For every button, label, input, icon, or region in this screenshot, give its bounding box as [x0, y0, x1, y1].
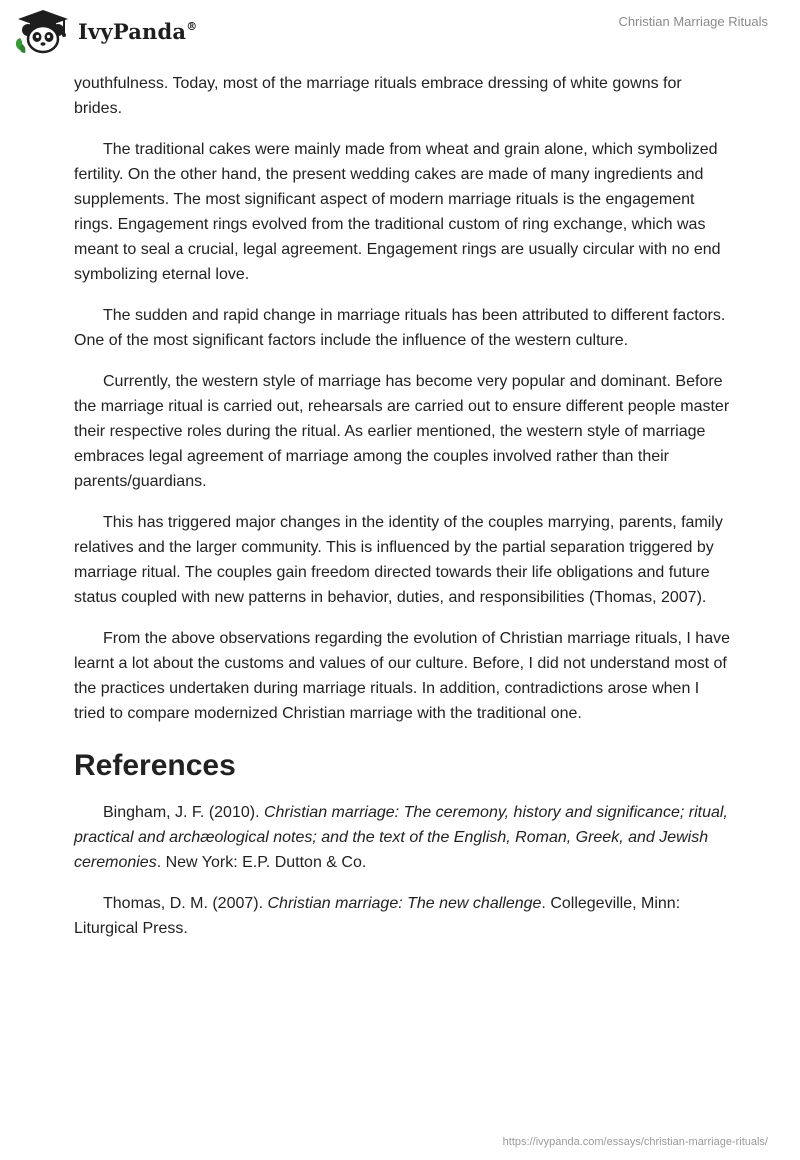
reference-item [74, 800, 734, 875]
source-url[interactable]: https://ivypanda.com/essays/christian-marriage-rituals/ [502, 1136, 768, 1148]
page-header [0, 0, 800, 64]
paragraph: The traditional cakes were mainly made from wheat and grain alone, which symbolized fertility. On the other hand, the present wedding cakes are made of many ingredients and supplements. The most significant aspect of modern marriage rituals is the engagement rings. Engagement rings evolved from the traditional custom of ring exchange, which was meant to seal a crucial, legal agreement. Engagement rings are usually circular with no end symbolizing eternal love. [74, 141, 721, 283]
reference-publisher: . New York: E.P. Dutton & Co. [156, 854, 367, 871]
paragraph: The sudden and rapid change in marriage rituals has been attributed to different factors. One of the most significant factors include the influence of the western culture. [74, 307, 726, 349]
brand-name: IvyPanda® [78, 18, 198, 44]
paragraph: Currently, the western style of marriage has become very popular and dominant. Before the marriage ritual is carried out, rehearsals are carried out to ensure different people master their respective roles during the ritual. As earlier mentioned, the western style of marriage embraces legal agreement of marriage among the couples involved rather than their parents/guardians. [74, 373, 730, 490]
reference-item [74, 891, 734, 941]
reference-title: Christian marriage: The ceremony, history and significance; ritual, practical and archæological notes; and the text of the English, Roman, Greek, and Jewish ceremonies [74, 804, 728, 871]
paragraph: From the above observations regarding the evolution of Christian marriage rituals, I have learnt a lot about the customs and values of our culture. Before, I did not understand most of the practices undertaken during marriage rituals. In addition, contradictions arose when I tried to compare modernized Christian marriage with the traditional one. [74, 630, 730, 722]
reference-author: Thomas, D. M. (2007). [103, 895, 268, 912]
ivypanda-logo[interactable] [14, 8, 197, 54]
reference-publisher: . Collegeville, Minn: Liturgical Press. [74, 895, 681, 937]
document-title: Christian Marriage Rituals [618, 14, 768, 29]
reference-title: Christian marriage: The new challenge [267, 895, 542, 912]
essay-content [74, 71, 734, 957]
panda-graduate-icon [14, 8, 72, 54]
reference-author: Bingham, J. F. (2010). [103, 804, 264, 821]
paragraph: youthfulness. Today, most of the marriage rituals embrace dressing of white gowns for brides. [74, 75, 682, 117]
references-heading: References [74, 749, 236, 782]
paragraph: This has triggered major changes in the identity of the couples marrying, parents, family relatives and the larger community. This is influenced by the partial separation triggered by marriage ritual. The couples gain freedom directed towards their life obligations and future status coupled with new patterns in behavior, duties, and responsibilities (Thomas, 2007). [74, 514, 723, 606]
